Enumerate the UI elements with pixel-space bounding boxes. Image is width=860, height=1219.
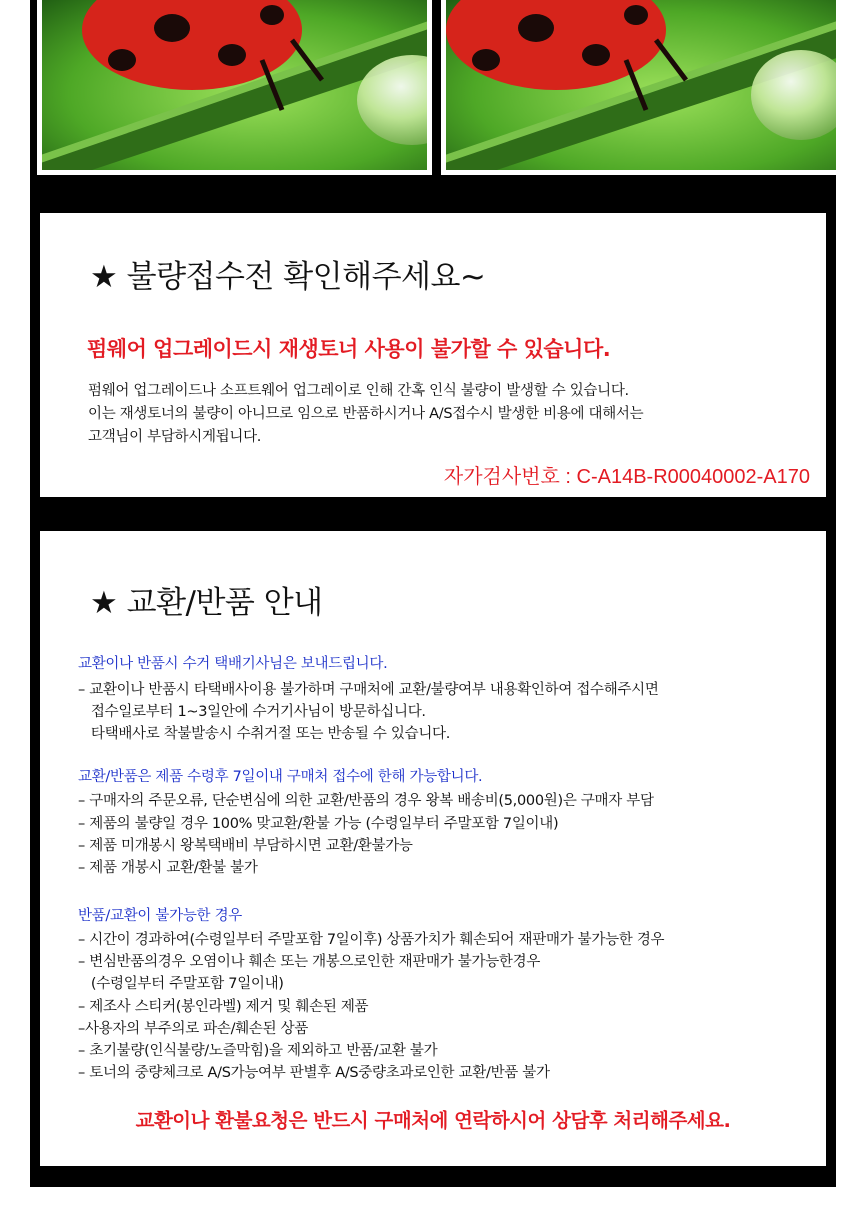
ladybug-photo-left bbox=[37, 0, 432, 175]
list-item: (수령일부터 주말포함 7일이내) bbox=[78, 976, 284, 992]
list-item: 접수일로부터 1~3일안에 수거기사님이 방문하십니다. bbox=[78, 704, 426, 720]
list-item: – 교환이나 반품시 타택배사이용 불가하며 구매처에 교환/불량여부 내용확인하여 접수해주시면 bbox=[78, 682, 659, 698]
notice-line: 펌웨어 업그레이드나 소프트웨어 업그레이로 인해 간혹 인식 불량이 발생할 수 있습니다. bbox=[88, 383, 629, 399]
group-heading: 교환이나 반품시 수거 택배기사님은 보내드립니다. bbox=[78, 656, 388, 672]
notice-line: 이는 재생토너의 불량이 아니므로 임으로 반품하시거나 A/S접수시 발생한 비용에 대해서는 bbox=[88, 406, 644, 422]
list-item: – 제조사 스티커(봉인라벨) 제거 및 훼손된 제품 bbox=[78, 999, 369, 1015]
ladybug-photo-right bbox=[441, 0, 841, 175]
return-guide-panel bbox=[40, 531, 826, 1166]
ladybug-photo-icon bbox=[446, 0, 836, 170]
return-guide-title: ★ 교환/반품 안내 bbox=[90, 585, 323, 621]
defect-notice-panel bbox=[40, 213, 826, 497]
group-heading: 교환/반품은 제품 수령후 7일이내 구매처 접수에 한해 가능합니다. bbox=[78, 769, 483, 785]
list-item: – 초기불량(인식불량/노즐막힘)을 제외하고 반품/교환 불가 bbox=[78, 1043, 438, 1059]
list-item: –사용자의 부주의로 파손/훼손된 상품 bbox=[78, 1021, 309, 1037]
list-item: – 제품의 불량일 경우 100% 맞교환/환불 가능 (수령일부터 주말포함 7일이내) bbox=[78, 816, 559, 832]
list-item: – 구매자의 주문오류, 단순변심에 의한 교환/반품의 경우 왕복 배송비(5,000원)은 구매자 부담 bbox=[78, 793, 654, 809]
list-item: – 변심반품의경우 오염이나 훼손 또는 개봉으로인한 재판매가 불가능한경우 bbox=[78, 954, 541, 970]
group-heading: 반품/교환이 불가능한 경우 bbox=[78, 908, 242, 924]
defect-notice-title: ★ 불량접수전 확인해주세요~ bbox=[90, 259, 486, 295]
ladybug-photo-icon bbox=[42, 0, 427, 170]
inspection-code: 자가검사번호 : C-A14B-R00040002-A170 bbox=[443, 466, 810, 488]
firmware-warning-headline: 펌웨어 업그레이드시 재생토너 사용이 불가할 수 있습니다. bbox=[87, 337, 611, 361]
list-item: – 토너의 중량체크로 A/S가능여부 판별후 A/S중량초과로인한 교환/반품 불가 bbox=[78, 1065, 550, 1081]
list-item: – 제품 개봉시 교환/환불 불가 bbox=[78, 860, 258, 876]
contact-notice: 교환이나 환불요청은 반드시 구매처에 연락하시어 상담후 처리해주세요. bbox=[135, 1109, 731, 1132]
notice-line: 고객님이 부담하시게됩니다. bbox=[88, 429, 262, 445]
list-item: 타택배사로 착불발송시 수취거절 또는 반송될 수 있습니다. bbox=[78, 726, 451, 742]
list-item: – 시간이 경과하여(수령일부터 주말포함 7일이후) 상품가치가 훼손되어 재판매가 불가능한 경우 bbox=[78, 932, 665, 948]
list-item: – 제품 미개봉시 왕복택배비 부담하시면 교환/환불가능 bbox=[78, 838, 413, 854]
